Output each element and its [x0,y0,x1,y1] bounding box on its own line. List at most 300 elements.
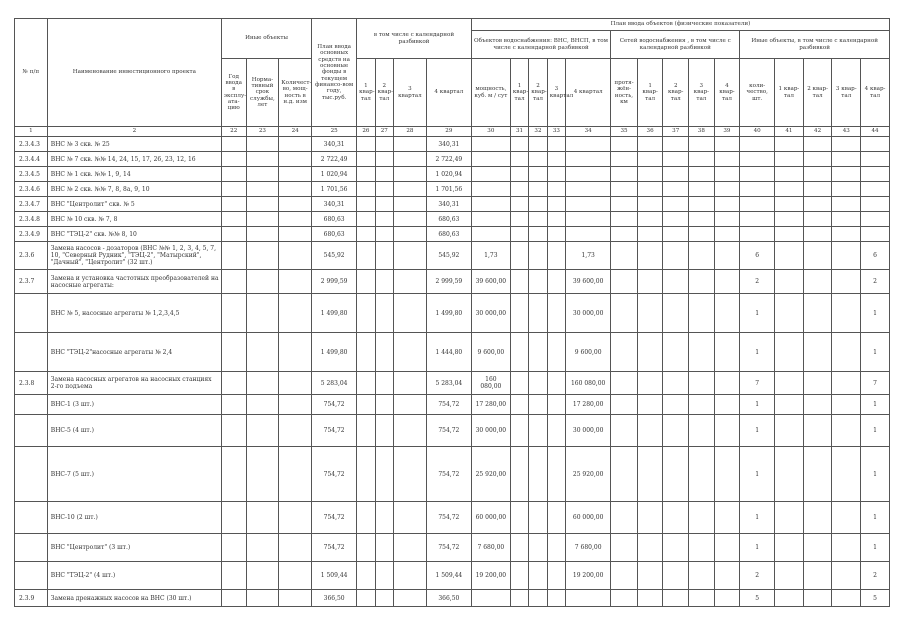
cell-empty [357,212,375,227]
cell-c30: 160 080,00 [471,372,510,395]
header-o-q2: 2 квар-тал [803,59,832,127]
cell-empty [803,333,832,372]
cell-empty [279,152,312,167]
cell-name: ВНС "ТЭЦ-2" скв. №№ 8, 10 [47,227,221,242]
cell-empty [803,167,832,182]
cell-empty [246,182,279,197]
cell-empty [547,270,565,294]
cell-code: 2.3.9 [15,590,48,607]
cell-empty [547,212,565,227]
cell-empty [803,562,832,590]
cell-empty [279,270,312,294]
table-row [15,212,890,227]
cell-c44: 6 [861,242,890,270]
cell-empty [375,395,393,415]
cell-empty [246,333,279,372]
cell-c29: 1 020,94 [426,167,471,182]
cell-c34 [566,590,611,607]
table-row [15,372,890,395]
header-num: № п/п [15,19,48,127]
cell-empty [221,415,246,447]
column-number: 41 [775,127,804,137]
cell-empty [775,212,804,227]
cell-empty [803,197,832,212]
cell-empty [529,242,547,270]
table-row [15,152,890,167]
cell-empty [689,372,715,395]
column-number: 30 [471,127,510,137]
cell-code: 2.3.4.5 [15,167,48,182]
cell-empty [510,167,528,182]
cell-name: ВНС-5 (4 шт.) [47,415,221,447]
cell-c29: 1 701,56 [426,182,471,197]
table-row [15,590,890,607]
cell-c29: 754,72 [426,415,471,447]
cell-c25: 545,92 [312,242,357,270]
cell-empty [689,502,715,534]
cell-c30: 7 680,00 [471,534,510,562]
cell-empty [510,372,528,395]
cell-empty [637,152,663,167]
cell-empty [663,395,689,415]
cell-c29: 754,72 [426,534,471,562]
cell-name: ВНС "Центролит" (3 шт.) [47,534,221,562]
cell-empty [775,502,804,534]
cell-c44 [861,167,890,182]
header-quantity: Количест-во, мощ-ность в н.д. изм [279,59,312,127]
header-plan-funds: План ввода основных средств на основные фонды в текущем финансо-вом году, тыс.руб. [312,19,357,127]
cell-c25: 2 999,59 [312,270,357,294]
cell-empty [357,197,375,212]
cell-empty [832,242,861,270]
cell-code: 2.3.4.3 [15,137,48,152]
column-number: 32 [529,127,547,137]
cell-empty [689,590,715,607]
cell-c25: 366,50 [312,590,357,607]
cell-empty [221,167,246,182]
cell-empty [375,294,393,333]
cell-name: Замена насосов - дозаторов (ВНС №№ 1, 2, 3, 4, 5, 7, 10, "Северный Рудник", "ТЭЦ-2", "Матырский", "Дачный", "Центролит" (32 шт.) [47,242,221,270]
cell-empty [221,227,246,242]
column-number: 31 [510,127,528,137]
cell-empty [775,137,804,152]
column-number: 28 [394,127,427,137]
cell-empty [714,395,740,415]
cell-empty [221,502,246,534]
cell-empty [714,270,740,294]
cell-c34: 9 600,00 [566,333,611,372]
header-name: Наименование инвестиционного проекта [47,19,221,127]
cell-empty [394,502,427,534]
cell-empty [637,137,663,152]
cell-c40 [740,212,775,227]
cell-empty [394,182,427,197]
cell-empty [637,562,663,590]
cell-empty [803,372,832,395]
cell-name: ВНС № 3 скв. № 25 [47,137,221,152]
header-q3: 3 квартал [394,59,427,127]
cell-empty [832,590,861,607]
cell-empty [547,502,565,534]
cell-c25: 1 499,80 [312,294,357,333]
cell-c34 [566,227,611,242]
cell-empty [803,152,832,167]
cell-c44: 2 [861,562,890,590]
cell-empty [357,333,375,372]
table-row [15,562,890,590]
cell-c44 [861,182,890,197]
cell-empty [375,242,393,270]
cell-empty [611,562,638,590]
header-other-objects-2: Иные объекты, в том числе с календарной разбивкой [740,31,890,59]
cell-empty [529,415,547,447]
cell-empty [394,590,427,607]
cell-empty [611,242,638,270]
cell-c34: 1,73 [566,242,611,270]
cell-c25: 5 283,04 [312,372,357,395]
header-w-q2: 2 квар-тал [529,59,547,127]
cell-empty [832,415,861,447]
cell-empty [832,270,861,294]
cell-empty [832,197,861,212]
cell-empty [510,152,528,167]
cell-empty [832,167,861,182]
cell-empty [689,212,715,227]
cell-empty [529,270,547,294]
cell-empty [529,372,547,395]
cell-c29: 2 999,59 [426,270,471,294]
cell-empty [279,590,312,607]
cell-empty [611,294,638,333]
cell-empty [246,502,279,534]
cell-empty [803,534,832,562]
cell-c25: 1 701,56 [312,182,357,197]
cell-empty [611,395,638,415]
cell-empty [529,212,547,227]
cell-empty [611,197,638,212]
column-number: 43 [832,127,861,137]
cell-c34: 17 280,00 [566,395,611,415]
cell-empty [246,447,279,502]
cell-empty [832,212,861,227]
column-number: 34 [566,127,611,137]
cell-empty [221,270,246,294]
table-row [15,270,890,294]
cell-empty [637,227,663,242]
column-number: 35 [611,127,638,137]
cell-empty [637,270,663,294]
cell-empty [663,372,689,395]
cell-empty [394,447,427,502]
cell-empty [611,447,638,502]
cell-empty [394,562,427,590]
cell-empty [246,395,279,415]
cell-c25: 754,72 [312,534,357,562]
cell-c40: 1 [740,534,775,562]
cell-empty [357,167,375,182]
header-count: коли-чество, шт. [740,59,775,127]
cell-c29: 754,72 [426,502,471,534]
cell-c44 [861,137,890,152]
cell-empty [375,333,393,372]
cell-empty [279,212,312,227]
cell-empty [611,182,638,197]
cell-c30: 19 200,00 [471,562,510,590]
cell-c44: 1 [861,333,890,372]
cell-empty [510,395,528,415]
header-water-networks: Сетей водоснабжения , в том числе с календарной разбивкой [611,31,740,59]
cell-c30 [471,152,510,167]
table-row [15,242,890,270]
cell-empty [221,197,246,212]
cell-c44: 1 [861,294,890,333]
cell-code [15,502,48,534]
cell-c29: 366,50 [426,590,471,607]
header-q1: 1 квар-тал [357,59,375,127]
cell-c34: 7 680,00 [566,534,611,562]
table-row [15,294,890,333]
cell-code [15,395,48,415]
cell-c44: 7 [861,372,890,395]
cell-empty [714,294,740,333]
header-other-objects: Иные объекты [221,19,311,59]
cell-empty [394,212,427,227]
cell-empty [714,372,740,395]
cell-empty [547,447,565,502]
cell-empty [611,212,638,227]
cell-empty [714,212,740,227]
header-n-q2: 2 квар-тал [663,59,689,127]
cell-empty [279,562,312,590]
cell-c29: 680,63 [426,227,471,242]
cell-empty [611,590,638,607]
cell-empty [775,182,804,197]
cell-empty [689,137,715,152]
cell-c34 [566,212,611,227]
column-number: 25 [312,127,357,137]
cell-c29: 2 722,49 [426,152,471,167]
cell-empty [775,415,804,447]
investment-plan-table [14,18,890,607]
cell-empty [529,182,547,197]
cell-c29: 545,92 [426,242,471,270]
cell-empty [775,227,804,242]
cell-empty [803,415,832,447]
cell-empty [775,242,804,270]
cell-empty [611,137,638,152]
cell-c34 [566,167,611,182]
cell-empty [357,395,375,415]
cell-c44 [861,152,890,167]
cell-name: ВНС "ТЭЦ-2"насосные агрегаты № 2,4 [47,333,221,372]
cell-code: 2.3.4.4 [15,152,48,167]
cell-c25: 1 509,44 [312,562,357,590]
cell-empty [357,562,375,590]
cell-empty [279,197,312,212]
cell-name: ВНС-10 (2 шт.) [47,502,221,534]
cell-c30 [471,137,510,152]
cell-empty [394,333,427,372]
header-n-q1: 1 квар-тал [637,59,663,127]
cell-empty [547,534,565,562]
cell-empty [803,395,832,415]
cell-c29: 340,31 [426,197,471,212]
cell-code [15,294,48,333]
cell-c44: 1 [861,415,890,447]
cell-empty [357,372,375,395]
cell-empty [775,395,804,415]
cell-empty [375,562,393,590]
cell-empty [803,270,832,294]
cell-c34 [566,197,611,212]
cell-empty [375,502,393,534]
cell-empty [663,152,689,167]
cell-empty [529,167,547,182]
cell-empty [714,562,740,590]
cell-empty [357,137,375,152]
cell-empty [637,415,663,447]
cell-empty [221,137,246,152]
cell-code [15,333,48,372]
cell-empty [803,182,832,197]
cell-c40: 1 [740,395,775,415]
cell-empty [510,590,528,607]
cell-empty [510,502,528,534]
cell-c44: 1 [861,502,890,534]
cell-c25: 754,72 [312,395,357,415]
cell-empty [221,562,246,590]
cell-empty [832,534,861,562]
cell-empty [279,395,312,415]
cell-c34 [566,152,611,167]
cell-empty [689,152,715,167]
column-number: 22 [221,127,246,137]
cell-empty [637,294,663,333]
cell-empty [279,227,312,242]
cell-empty [611,227,638,242]
cell-empty [529,137,547,152]
cell-c30: 25 920,00 [471,447,510,502]
cell-c29: 5 283,04 [426,372,471,395]
cell-c30 [471,167,510,182]
cell-empty [775,447,804,502]
header-q2: 2 квар-тал [375,59,393,127]
cell-empty [663,167,689,182]
cell-empty [357,415,375,447]
cell-empty [547,294,565,333]
cell-c34 [566,137,611,152]
cell-name: Замена насосных агрегатов на насосных станциях 2-го подъема [47,372,221,395]
cell-empty [375,152,393,167]
cell-name: ВНС № 10 скв. № 7, 8 [47,212,221,227]
cell-empty [663,562,689,590]
cell-c44 [861,212,890,227]
cell-empty [663,590,689,607]
header-w-q4: 4 квартал [566,59,611,127]
cell-empty [714,415,740,447]
cell-c30: 9 600,00 [471,333,510,372]
cell-c29: 754,72 [426,395,471,415]
header-length: протя-жён-ность, км [611,59,638,127]
cell-code: 2.3.4.9 [15,227,48,242]
cell-empty [547,590,565,607]
cell-empty [357,590,375,607]
cell-empty [529,395,547,415]
cell-empty [689,197,715,212]
cell-empty [510,294,528,333]
cell-empty [689,242,715,270]
cell-empty [246,415,279,447]
cell-empty [221,212,246,227]
cell-empty [714,447,740,502]
header-n-q4: 4 квар-тал [714,59,740,127]
cell-empty [246,167,279,182]
cell-empty [279,242,312,270]
cell-code: 2.3.4.6 [15,182,48,197]
cell-empty [221,242,246,270]
cell-c29: 1 509,44 [426,562,471,590]
cell-empty [279,294,312,333]
cell-empty [714,197,740,212]
cell-c44 [861,197,890,212]
cell-empty [510,447,528,502]
column-number: 24 [279,127,312,137]
cell-name: ВНС-7 (5 шт.) [47,447,221,502]
cell-name: ВНС "Центролит" скв. № 5 [47,197,221,212]
column-number: 37 [663,127,689,137]
cell-c30 [471,182,510,197]
cell-empty [394,534,427,562]
cell-c29: 1 444,80 [426,333,471,372]
cell-c34: 39 600,00 [566,270,611,294]
cell-c25: 680,63 [312,227,357,242]
cell-empty [375,372,393,395]
cell-empty [689,167,715,182]
column-number: 23 [246,127,279,137]
cell-c29: 1 499,80 [426,294,471,333]
cell-empty [637,534,663,562]
cell-c25: 1 020,94 [312,167,357,182]
cell-empty [246,534,279,562]
cell-empty [246,294,279,333]
cell-empty [246,270,279,294]
cell-empty [529,152,547,167]
cell-empty [611,415,638,447]
header-o-q3: 3 квар-тал [832,59,861,127]
cell-empty [803,590,832,607]
column-number: 40 [740,127,775,137]
cell-empty [714,167,740,182]
cell-empty [832,447,861,502]
cell-empty [221,395,246,415]
cell-empty [375,534,393,562]
cell-code: 2.3.4.7 [15,197,48,212]
cell-empty [637,212,663,227]
column-number: 27 [375,127,393,137]
cell-c40: 1 [740,447,775,502]
column-number: 39 [714,127,740,137]
cell-empty [246,372,279,395]
cell-empty [663,137,689,152]
cell-empty [529,197,547,212]
cell-empty [375,447,393,502]
cell-empty [775,197,804,212]
cell-empty [689,562,715,590]
column-number: 1 [15,127,48,137]
cell-c44: 1 [861,534,890,562]
cell-empty [714,590,740,607]
cell-empty [547,242,565,270]
